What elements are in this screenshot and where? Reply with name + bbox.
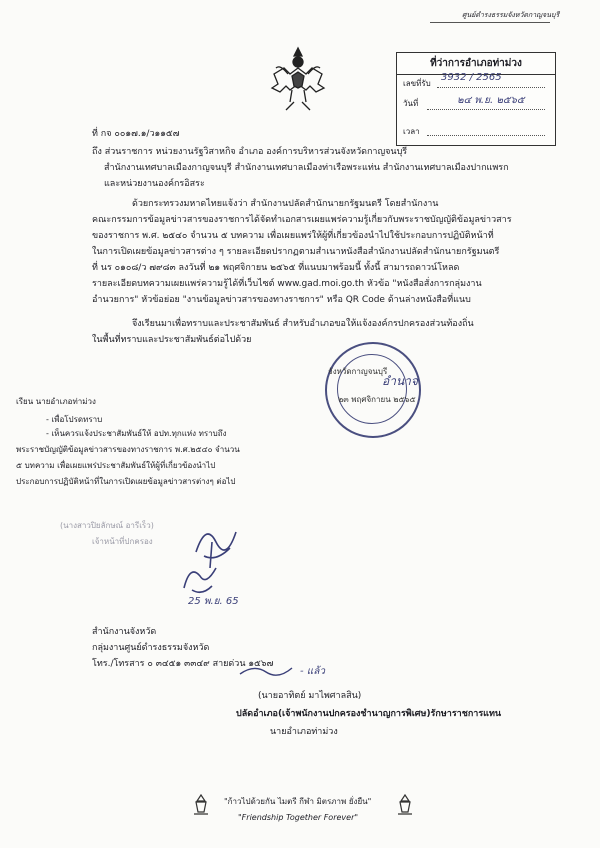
annotation-line-4: ๕ บทความ เพื่อเผยแพร่ประชาสัมพันธ์ให้ผู้ที่เกี่ยวข้องนำไป (16, 461, 216, 470)
date-line (427, 109, 545, 110)
receive-stamp-title: ที่ว่าการอำเภอท่าม่วง (397, 53, 555, 75)
annotation-line-5: ประกอบการปฏิบัติหน้าที่ในการเปิดเผยข้อมูลข่าวสารต่างๆ ต่อไป (16, 477, 236, 486)
date-label: วันที่ (403, 99, 419, 108)
body-line-4: ในการเปิดเผยข้อมูลข่าวสารต่าง ๆ รายละเอียดปรากฏตามสำเนาหนังสือสำนักงานปลัดสำนักนายกรัฐมนตรี (92, 247, 500, 257)
recipient-line1: ถึง ส่วนราชการ หน่วยงานรัฐวิสาหกิจ อำเภอ องค์การบริหารส่วนจังหวัดกาญจนบุรี (92, 147, 408, 157)
body-p2-line-2: ในพื้นที่ทราบและประชาสัมพันธ์ต่อไปด้วย (92, 335, 252, 345)
doc-number: ที่ กจ ๐๐๑๗.๑/ว๑๑๕๗ (92, 129, 180, 139)
closing-note: - แล้ว (300, 666, 325, 677)
body-line-6: รายละเอียดบทความเผยแพร่ความรู้ได้ที่เว็บไซต์ www.gad.moi.go.th หัวข้อ "หนังสือสั่งการกลุ่มงาน (92, 279, 482, 289)
mascot-right-icon (394, 792, 416, 816)
signer-position-2: นายอำเภอท่าม่วง (270, 727, 338, 737)
body-line-3: ของราชการ พ.ศ. ๒๕๔๐ จำนวน ๕ บทความ เพื่อเผยแพร่ให้ผู้ที่เกี่ยวข้องนำไปใช้ประกอบการปฏิบัติหน้าที่ (92, 231, 494, 241)
recipient-line3: และหน่วยงานองค์กรอิสระ (104, 179, 205, 189)
signer-name: (นายอาทิตย์ มาไพศาลสิน) (258, 691, 362, 701)
seal-signature: อำนาจ (382, 374, 418, 388)
body-p2-line-1: จึงเรียนมาเพื่อทราบและประชาสัมพันธ์ สำหรับอำเภอขอให้แจ้งองค์กรปกครองส่วนท้องถิ่น (132, 319, 474, 329)
officer-name: (นางสาวปิยลักษณ์ อารีเร็ว) (60, 521, 154, 530)
seal-province: จังหวัดกาญจนบุรี (328, 367, 388, 376)
mascot-left-icon (190, 792, 212, 816)
slogan-thai: "ก้าวไปด้วยกัน ไมตรี กีฬา มิตรภาพ ยั่งยืน" (224, 797, 372, 806)
office-line-3: โทร./โทรสาร ๐ ๓๔๕๑ ๓๓๔๙ สายด่วน ๑๕๖๗ (92, 659, 274, 669)
officer-title: เจ้าหน้าที่ปกครอง (92, 537, 153, 546)
annotation-line-3: พระราชบัญญัติข้อมูลข่าวสารของทางราชการ พ.ศ.๒๕๔๐ จำนวน (16, 445, 240, 454)
handwritten-date: 25 พ.ย. 65 (188, 596, 239, 607)
receive-no-label: เลขที่รับ (403, 79, 431, 88)
annotation-line-2: - เห็นควรแจ้งประชาสัมพันธ์ให้ อปท.ทุกแห่ง ทราบถึง (46, 429, 227, 438)
annotation-greeting: เรียน นายอำเภอท่าม่วง (16, 397, 96, 406)
top-rule (430, 22, 550, 23)
garuda-emblem (266, 44, 330, 114)
body-line-7: อำนวยการ" หัวข้อย่อย "งานข้อมูลข่าวสารของทางราชการ" หรือ QR Code ด้านล่างหนังสือที่แนบ (92, 295, 471, 305)
date-value: ๒๔ พ.ย. ๒๕๖๕ (457, 95, 525, 106)
annotation-line-1: - เพื่อโปรดทราบ (46, 415, 103, 424)
body-line-5: ที่ นร ๐๑๐๘/ว ๗๙๘๓ ลงวันที่ ๒๑ พฤศจิกายน ๒๕๖๕ ที่แนบมาพร้อมนี้ ทั้งนี้ สามารถดาวน์โหลด (92, 263, 460, 273)
office-line-2: กลุ่มงานศูนย์ดำรงธรรมจังหวัด (92, 643, 210, 653)
closing-signature (236, 662, 296, 680)
signer-position: ปลัดอำเภอ(เจ้าพนักงานปกครองชำนาญการพิเศษ)รักษาราชการแทน (236, 709, 502, 719)
top-right-label: ศูนย์ดำรงธรรมจังหวัดกาญจนบุรี (462, 11, 560, 19)
body-line-1: ด้วยกระทรวงมหาดไทยแจ้งว่า สำนักงานปลัดสำนักนายกรัฐมนตรี โดยสำนักงาน (132, 199, 439, 209)
second-signature (176, 558, 226, 598)
receive-no-line (437, 87, 545, 88)
body-line-2: คณะกรรมการข้อมูลข่าวสารของราชการได้จัดทำเอกสารเผยแพร่ความรู้เกี่ยวกับพระราชบัญญัติข้อมูลข่าวสาร (92, 215, 512, 225)
office-line-1: สำนักงานจังหวัด (92, 627, 157, 637)
slogan-english: "Friendship Together Forever" (238, 813, 359, 822)
seal-date: ๒๓ พฤศจิกายน ๒๕๖๕ (338, 395, 416, 404)
time-line (427, 135, 545, 136)
receive-stamp (396, 52, 556, 146)
time-label: เวลา (403, 127, 420, 136)
receive-no-value: 3932 / 2565 (441, 72, 502, 83)
recipient-line2: สำนักงานเทศบาลเมืองกาญจนบุรี สำนักงานเทศบาลเมืองท่าเรือพระแท่น สำนักงานเทศบาลเมืองปากแพรก (104, 163, 509, 173)
